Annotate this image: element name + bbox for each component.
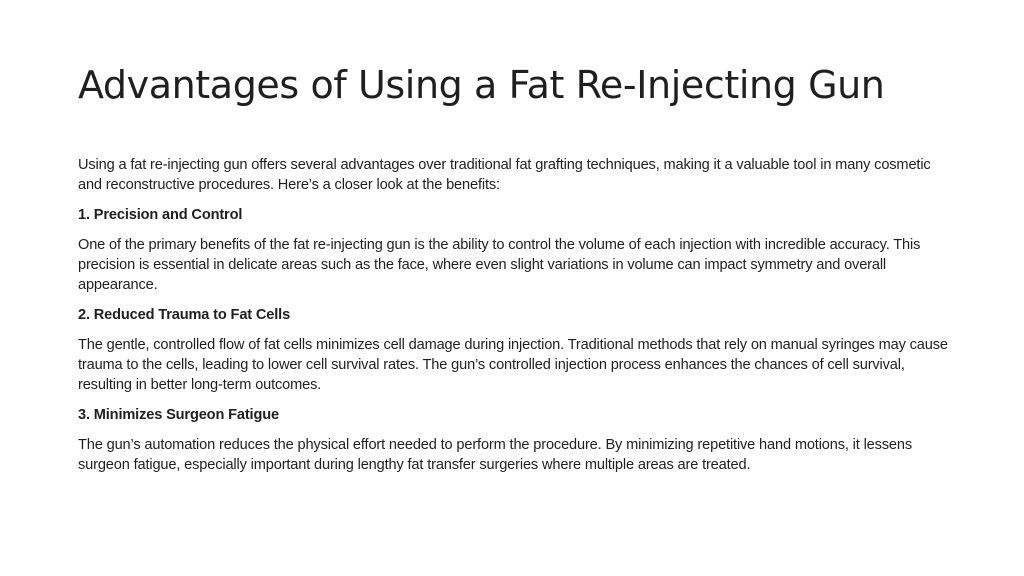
slide-body (78, 155, 950, 485)
section-heading-surgeon-fatigue: 3. Minimizes Surgeon Fatigue (78, 407, 279, 423)
section-text-precision: One of the primary benefits of the fat re-injecting gun is the ability to control the volume of each injection with incredible accuracy. This precision is essential in delicate areas such as the face, where even slight variations in volume can impact symmetry and overall appearance. (78, 237, 921, 293)
slide-title: Advantages of Using a Fat Re-Injecting Gun (78, 63, 885, 107)
intro-paragraph: Using a fat re-injecting gun offers several advantages over traditional fat grafting techniques, making it a valuable tool in many cosmetic and reconstructive procedures. Here’s a closer look at the benefits: (78, 157, 931, 193)
section-heading-reduced-trauma: 2. Reduced Trauma to Fat Cells (78, 307, 291, 323)
section-text-surgeon-fatigue: The gun’s automation reduces the physical effort needed to perform the procedure. By minimizing repetitive hand motions, it lessens surgeon fatigue, especially important during lengthy fat transfer surgeries where multiple areas are treated. (78, 437, 913, 473)
section-text-reduced-trauma: The gentle, controlled flow of fat cells minimizes cell damage during injection. Traditional methods that rely on manual syringes may cause trauma to the cells, leading to lower cell survival rates. The gun’s controlled injection process enhances the chances of cell survival, resulting in better long-term outcomes. (78, 337, 948, 393)
section-heading-precision: 1. Precision and Control (78, 207, 243, 223)
